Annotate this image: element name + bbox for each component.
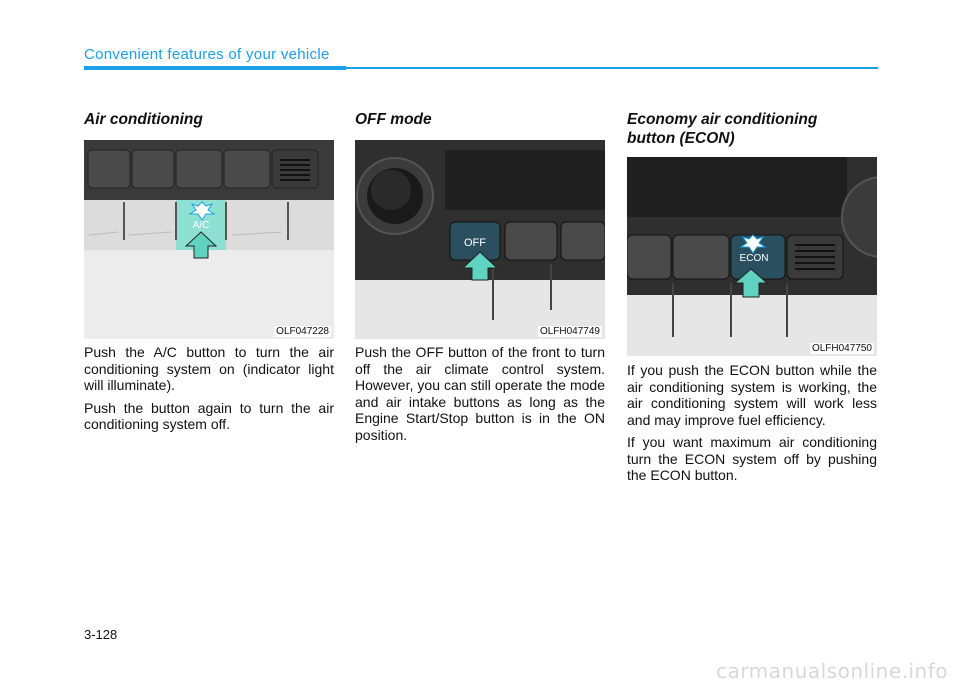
- paragraph: If you want maximum air conditioning turn the ECON system off by pushing the ECON button.: [627, 434, 877, 483]
- section-body: [355, 344, 605, 449]
- section-title: [627, 110, 877, 148]
- figure-code: OLF047228: [276, 326, 329, 337]
- section-body: [627, 362, 877, 490]
- header-title: Convenient features of your vehicle: [84, 46, 330, 63]
- paragraph: If you push the ECON button while the air conditioning system is working, the air conditioning system will work less and may improve fuel efficiency.: [627, 362, 877, 428]
- section-title: Air conditioning: [84, 111, 203, 128]
- section-body: [84, 344, 334, 439]
- svg-text:ECON: ECON: [739, 253, 769, 264]
- section-title-line1: Economy air conditioning: [627, 111, 818, 128]
- figure-code: OLFH047749: [539, 326, 600, 337]
- figure-ac-button: [84, 140, 334, 339]
- paragraph: Push the OFF button of the front to turn off the air climate control system. However, you can still operate the mode and air intake buttons as long as the Engine Start/Stop button is in the ON position.: [355, 344, 605, 443]
- figure-off-button: [355, 140, 605, 339]
- paragraph: Push the A/C button to turn the air conditioning system on (indicator light will illuminate).: [84, 344, 334, 393]
- svg-text:A/C: A/C: [192, 220, 210, 231]
- header-rule-extension: [346, 67, 878, 69]
- page-number: 3-128: [84, 627, 118, 642]
- svg-text:OFF: OFF: [464, 237, 486, 249]
- header-rule: [84, 66, 346, 70]
- figure-econ-button: [627, 157, 877, 356]
- figure-code: OLFH047750: [811, 343, 872, 354]
- watermark: carmanualsonline.info: [716, 659, 948, 683]
- section-title: OFF mode: [355, 111, 432, 128]
- section-title-line2: button (ECON): [627, 130, 735, 147]
- paragraph: Push the button again to turn the air conditioning system off.: [84, 399, 334, 432]
